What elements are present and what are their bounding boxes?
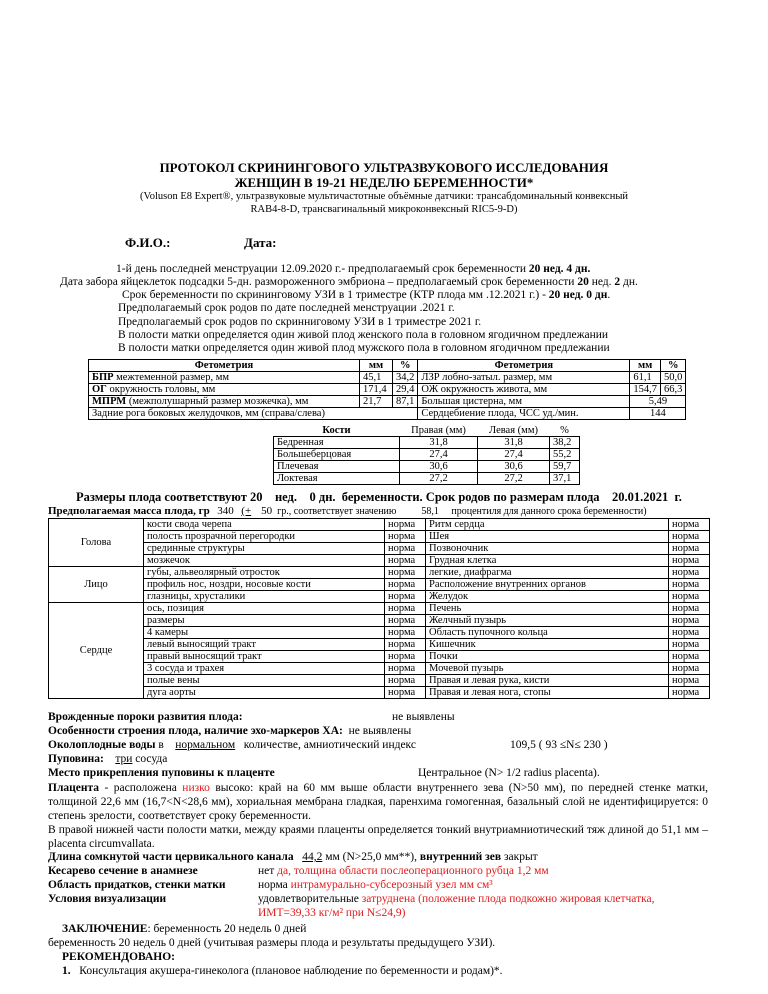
- feto-header-left: Фетометрия: [89, 360, 360, 372]
- table-cell: профиль нос, ноздри, носовые кости: [144, 579, 385, 591]
- table-cell: кости свода черепа: [144, 519, 385, 531]
- recommendation-item: 1. Консультация акушера-гинеколога (плановое наблюдение по беременности и родам)*.: [62, 965, 503, 977]
- table-cell: Печень: [426, 603, 669, 615]
- table-cell: 50,0: [661, 372, 686, 384]
- feto-header-pct: %: [393, 360, 418, 372]
- table-cell: норма: [669, 519, 710, 531]
- table-row: [89, 384, 686, 396]
- table-cell: норма: [385, 627, 426, 639]
- table-row: [274, 473, 580, 485]
- table-cell: 37,1: [550, 473, 580, 485]
- visualization-bmi: ИМТ=39,33 кг/м² при N≤24,9): [258, 907, 406, 919]
- table-cell: норма: [669, 615, 710, 627]
- table-cell: норма: [669, 603, 710, 615]
- table-cell: ЛЗР лобно-затыл. размер, мм: [418, 372, 630, 384]
- table-cell: Мочевой пузырь: [426, 663, 669, 675]
- markers-line: Особенности строения плода, наличие эхо-маркеров ХА: не выявлены: [48, 725, 412, 737]
- table-cell: норма: [385, 591, 426, 603]
- bones-table: [273, 425, 580, 485]
- table-cell: Позвоночник: [426, 543, 669, 555]
- placenta-paragraph: Плацента - расположена низко высоко: край на 60 мм выше области внутреннего зева (N>50 мм), по передней стенке матки, толщиной 22,6 мм (16,7<N<28,6 мм), хориальная мембрана гладкая, паренхима гомогенная, базальный слой не идентифицируется: 0 степень зрелости, соответствует сроку беременности.: [48, 782, 708, 822]
- table-cell: норма: [385, 603, 426, 615]
- cervix-line: Длина сомкнутой части цервикального канала 44,2 мм (N>25,0 мм**), внутренний зев закрыт: [48, 851, 538, 863]
- table-cell: губы, альвеолярный отросток: [144, 567, 385, 579]
- conclusion-line-2: беременность 20 недель 0 дней (учитывая размеры плода и результаты предыдущего УЗИ).: [48, 937, 496, 949]
- table-row: [274, 449, 580, 461]
- adnexa-value: норма интрамурально-субсерозный узел мм см³: [258, 879, 493, 891]
- table-cell: 87,1: [393, 396, 418, 408]
- table-cell: норма: [669, 591, 710, 603]
- table-cell: норма: [669, 651, 710, 663]
- table-cell: норма: [385, 519, 426, 531]
- malformations-value: не выявлены: [392, 711, 455, 723]
- malformations-label: Врожденные пороки развития плода:: [48, 711, 243, 723]
- table-cell: норма: [385, 531, 426, 543]
- table-cell: 5,49: [630, 396, 686, 408]
- table-cell: Кишечник: [426, 639, 669, 651]
- cesarean-label: Кесарево сечение в анамнезе: [48, 865, 198, 877]
- table-cell: 38,2: [550, 437, 580, 449]
- anatomy-table: [48, 518, 710, 699]
- table-cell: норма: [385, 651, 426, 663]
- cord-insertion-label: Место прикрепления пуповины к плаценте: [48, 767, 275, 779]
- table-cell: 34,2: [393, 372, 418, 384]
- conclusion-line: ЗАКЛЮЧЕНИЕ: беременность 20 недель 0 дней: [62, 923, 307, 935]
- table-cell: Расположение внутренних органов: [426, 579, 669, 591]
- lmp-line: 1-й день последней менструации 12.09.2020 г.- предполагаемый срок беременности 20 нед. 4 дн.: [116, 263, 591, 275]
- table-row: [274, 461, 580, 473]
- date-label: Дата:: [244, 235, 277, 250]
- feto-header-right: Фетометрия: [418, 360, 630, 372]
- table-cell: Правая и левая рука, кисти: [426, 675, 669, 687]
- fetometry-table: [88, 359, 686, 420]
- bones-header-name: Кости: [322, 425, 351, 436]
- device-line-1: (Voluson E8 Expert®, ультразвуковые мультичастотные объёмные датчики: трансабдоминальный конвексный: [139, 191, 629, 202]
- table-cell: 4 камеры: [144, 627, 385, 639]
- table-cell: норма: [669, 579, 710, 591]
- table-cell: 27,4: [400, 449, 478, 461]
- table-cell: норма: [669, 531, 710, 543]
- first-trimester-line: Срок беременности по скрининговому УЗИ в 1 триместре (КТР плода мм .12.2021 г.) - 20 нед. 0 дн.: [122, 289, 611, 301]
- table-cell: левый выносящий тракт: [144, 639, 385, 651]
- group-head: Голова: [49, 519, 144, 567]
- table-cell: 59,7: [550, 461, 580, 473]
- table-row: [89, 396, 686, 408]
- table-cell: Область пупочного кольца: [426, 627, 669, 639]
- table-cell: 154,7: [630, 384, 661, 396]
- table-cell: норма: [385, 663, 426, 675]
- title-line-2: ЖЕНЩИН В 19-21 НЕДЕЛЮ БЕРЕМЕННОСТИ*: [234, 175, 534, 190]
- feto-header-mm: мм: [360, 360, 393, 372]
- table-cell: БПР межтеменной размер, мм: [89, 372, 360, 384]
- table-cell: Желчный пузырь: [426, 615, 669, 627]
- table-cell: ОГ окружность головы, мм: [89, 384, 360, 396]
- table-cell: 3 сосуда и трахея: [144, 663, 385, 675]
- table-cell: мозжечок: [144, 555, 385, 567]
- table-row: [274, 437, 580, 449]
- table-cell: норма: [385, 615, 426, 627]
- due-date-us-line: Предполагаемый срок родов по скринниговому УЗИ в 1 триместре 2021 г.: [118, 316, 482, 328]
- table-row: [89, 372, 686, 384]
- table-cell: норма: [669, 675, 710, 687]
- cesarean-value: нет да, толщина области послеоперационного рубца 1,2 мм: [258, 865, 549, 877]
- table-cell: 27,2: [478, 473, 550, 485]
- table-cell: 21,7: [360, 396, 393, 408]
- fetal-mass-line: Предполагаемая масса плода, гр 340 (+ 50 гр., соответствует значению 58,1 процентиля для данного срока беременности): [48, 505, 647, 517]
- table-cell: Локтевая: [274, 473, 400, 485]
- table-cell: норма: [385, 639, 426, 651]
- fetus-female-line: В полости матки определяется один живой плод женского пола в головном ягодичном предлежании: [118, 329, 609, 341]
- ivf-line: Дата забора яйцеклеток подсадки 5-дн. размороженного эмбриона – предполагаемый срок беременности 20 нед. 2 дн.: [60, 276, 638, 288]
- table-cell: ОЖ окружность живота, мм: [418, 384, 630, 396]
- table-cell: полость прозрачной перегородки: [144, 531, 385, 543]
- table-cell: норма: [669, 687, 710, 699]
- table-cell: Почки: [426, 651, 669, 663]
- cord-insertion-value: Центральное (N> 1/2 radius placenta).: [418, 767, 600, 779]
- recommended-heading: РЕКОМЕНДОВАНО:: [62, 951, 175, 963]
- table-cell: Грудная клетка: [426, 555, 669, 567]
- feto-header-mm2: мм: [630, 360, 661, 372]
- table-cell: 29,4: [393, 384, 418, 396]
- due-date-lmp-line: Предполагаемый срок родов по дате последней менструации .2021 г.: [118, 302, 455, 314]
- table-cell: 45,1: [360, 372, 393, 384]
- table-cell: ось, позиция: [144, 603, 385, 615]
- adnexa-label: Область придатков, стенки матки: [48, 879, 226, 891]
- table-cell: норма: [385, 555, 426, 567]
- table-cell: 66,3: [661, 384, 686, 396]
- amniotic-index: 109,5 ( 93 ≤N≤ 230 ): [510, 739, 608, 751]
- device-line-2: RAB4-8-D, трансвагинальный микроконвексный RIC5-9-D): [250, 204, 518, 215]
- table-cell: МПРМ (межполушарный размер мозжечка), мм: [89, 396, 360, 408]
- table-cell: Шея: [426, 531, 669, 543]
- table-cell: норма: [669, 543, 710, 555]
- table-cell: норма: [385, 675, 426, 687]
- table-cell: Бедренная: [274, 437, 400, 449]
- table-cell: размеры: [144, 615, 385, 627]
- bones-header-pct: %: [560, 425, 569, 436]
- table-cell: 30,6: [400, 461, 478, 473]
- table-cell: норма: [669, 567, 710, 579]
- table-cell: 27,2: [400, 473, 478, 485]
- feto-header-pct2: %: [661, 360, 686, 372]
- table-cell: 31,8: [478, 437, 550, 449]
- visualization-value: удовлетворительные затруднена (положение плода подкожно жировая клетчатка,: [258, 893, 655, 905]
- table-cell: дуга аорты: [144, 687, 385, 699]
- table-cell: норма: [669, 627, 710, 639]
- table-cell: норма: [385, 579, 426, 591]
- fetal-size-summary: Размеры плода соответствуют 20 нед. 0 дн. беременности. Срок родов по размерам плода 20.01.2021 г.: [76, 490, 682, 504]
- amniotic-line: Околоплодные воды в нормальном количестве, амниотический индекс: [48, 739, 416, 751]
- table-cell: 27,4: [478, 449, 550, 461]
- table-cell: норма: [669, 663, 710, 675]
- fetus-male-line: В полости матки определяется один живой плод мужского пола в головном ягодичном предлежании: [118, 342, 610, 354]
- table-cell: Большая цистерна, мм: [418, 396, 630, 408]
- table-cell: Плечевая: [274, 461, 400, 473]
- visualization-label: Условия визуализации: [48, 893, 167, 905]
- table-cell: норма: [669, 555, 710, 567]
- table-cell: 55,2: [550, 449, 580, 461]
- table-cell: правый выносящий тракт: [144, 651, 385, 663]
- table-cell: глазницы, хрусталики: [144, 591, 385, 603]
- table-cell: Желудок: [426, 591, 669, 603]
- table-cell: Задние рога боковых желудочков, мм (справа/слева): [89, 408, 418, 420]
- table-cell: Большеберцовая: [274, 449, 400, 461]
- table-cell: легкие, диафрагма: [426, 567, 669, 579]
- table-cell: полые вены: [144, 675, 385, 687]
- table-cell: 31,8: [400, 437, 478, 449]
- bones-header-right: Правая (мм): [411, 425, 466, 436]
- fio-label: Ф.И.О.:: [125, 235, 171, 250]
- table-cell: норма: [385, 543, 426, 555]
- table-cell: норма: [385, 567, 426, 579]
- table-cell: 171,4: [360, 384, 393, 396]
- table-cell: норма: [669, 639, 710, 651]
- table-cell: срединные структуры: [144, 543, 385, 555]
- table-cell: норма: [385, 687, 426, 699]
- group-heart: Сердце: [49, 603, 144, 699]
- table-cell: Сердцебиение плода, ЧСС уд./мин.: [418, 408, 630, 420]
- table-cell: Правая и левая нога, стопы: [426, 687, 669, 699]
- table-cell: 61,1: [630, 372, 661, 384]
- placenta-circumvallata-paragraph: В правой нижней части полости матки, между краями плаценты определяется тонкий внутриамниотический тяж длиной до 51,1 мм – placenta circumvallata.: [48, 824, 708, 850]
- umbilical-cord-line: Пуповина: три сосуда: [48, 753, 168, 765]
- bones-header-left: Левая (мм): [489, 425, 538, 436]
- title-line-1: ПРОТОКОЛ СКРИНИНГОВОГО УЛЬТРАЗВУКОВОГО ИССЛЕДОВАНИЯ: [159, 160, 609, 175]
- group-face: Лицо: [49, 567, 144, 603]
- table-cell: 144: [630, 408, 686, 420]
- table-row: [89, 408, 686, 420]
- table-cell: 30,6: [478, 461, 550, 473]
- table-cell: Ритм сердца: [426, 519, 669, 531]
